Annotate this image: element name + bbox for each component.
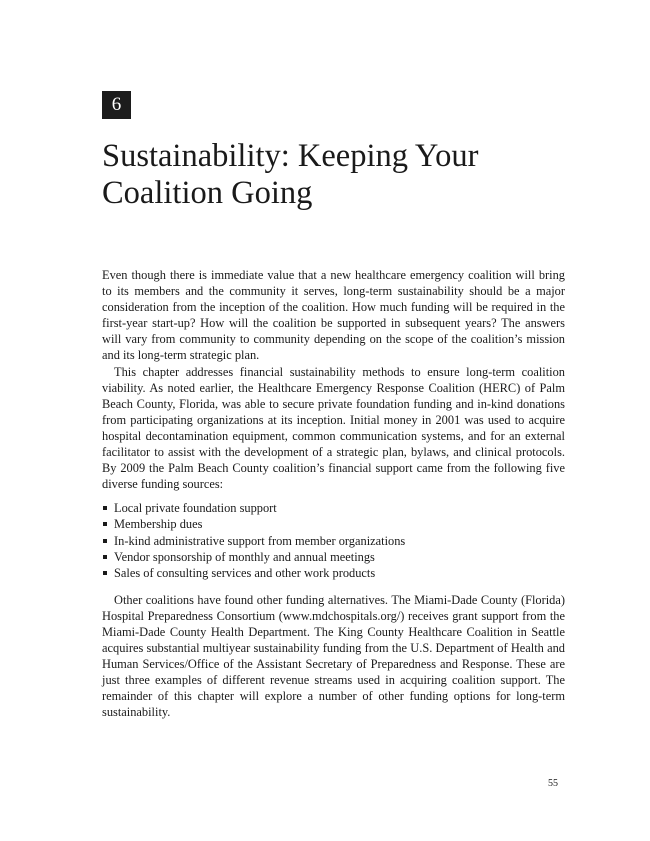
list-item: In-kind administrative support from member organizations [102,533,565,549]
list-item: Local private foundation support [102,500,565,516]
paragraph-intro: Even though there is immediate value that a new healthcare emergency coalition will bring to its members and the community it serves, long-term sustainability should be a major consideration from the inception of the coalition. How much funding will be required in the first-year start-up? How will the coalition be supported in subsequent years? The answers will vary from community to community depending on the scope of the coalition’s mission and its long-term strategic plan. [102,268,565,363]
chapter-number-badge: 6 [102,91,131,119]
paragraph-other-coalitions: Other coalitions have found other funding alternatives. The Miami-Dade County (Florida) Hospital Preparedness Consortium (www.mdchospitals.org/) receives grant support from the Miami-Dade County Health Department. The King County Healthcare Coalition in Seattle acquires substantial multiyear sustainability funding from the U.S. Department of Health and Human Services/Office of the Assistant Secretary of Preparedness and Response. These are just three examples of different revenue streams used in acquiring coalition support. The remainder of this chapter will explore a number of other funding options for long-term sustainability. [102,592,565,720]
page-number: 55 [548,778,558,789]
chapter-body [102,267,565,721]
paragraph-financial-methods: This chapter addresses financial sustainability methods to ensure long-term coalition viability. As noted earlier, the Healthcare Emergency Response Coalition (HERC) of Palm Beach County, Florida, was able to secure private foundation funding and in-kind donations from participating organizations at its inception. Initial money in 2001 was used to acquire hospital decontamination equipment, common communication systems, and for an external facilitator to assist with the development of a strategic plan, bylaws, and clinical protocols. By 2009 the Palm Beach County coalition’s financial support came from the following five diverse funding sources: [102,364,565,492]
chapter-title-line-1: Sustainability: Keeping Your [102,138,479,174]
list-item: Membership dues [102,516,565,532]
funding-sources-list [102,500,565,580]
chapter-title [102,138,562,212]
list-item: Vendor sponsorship of monthly and annual meetings [102,549,565,565]
chapter-title-line-2: Coalition Going [102,175,313,211]
list-item: Sales of consulting services and other work products [102,565,565,581]
